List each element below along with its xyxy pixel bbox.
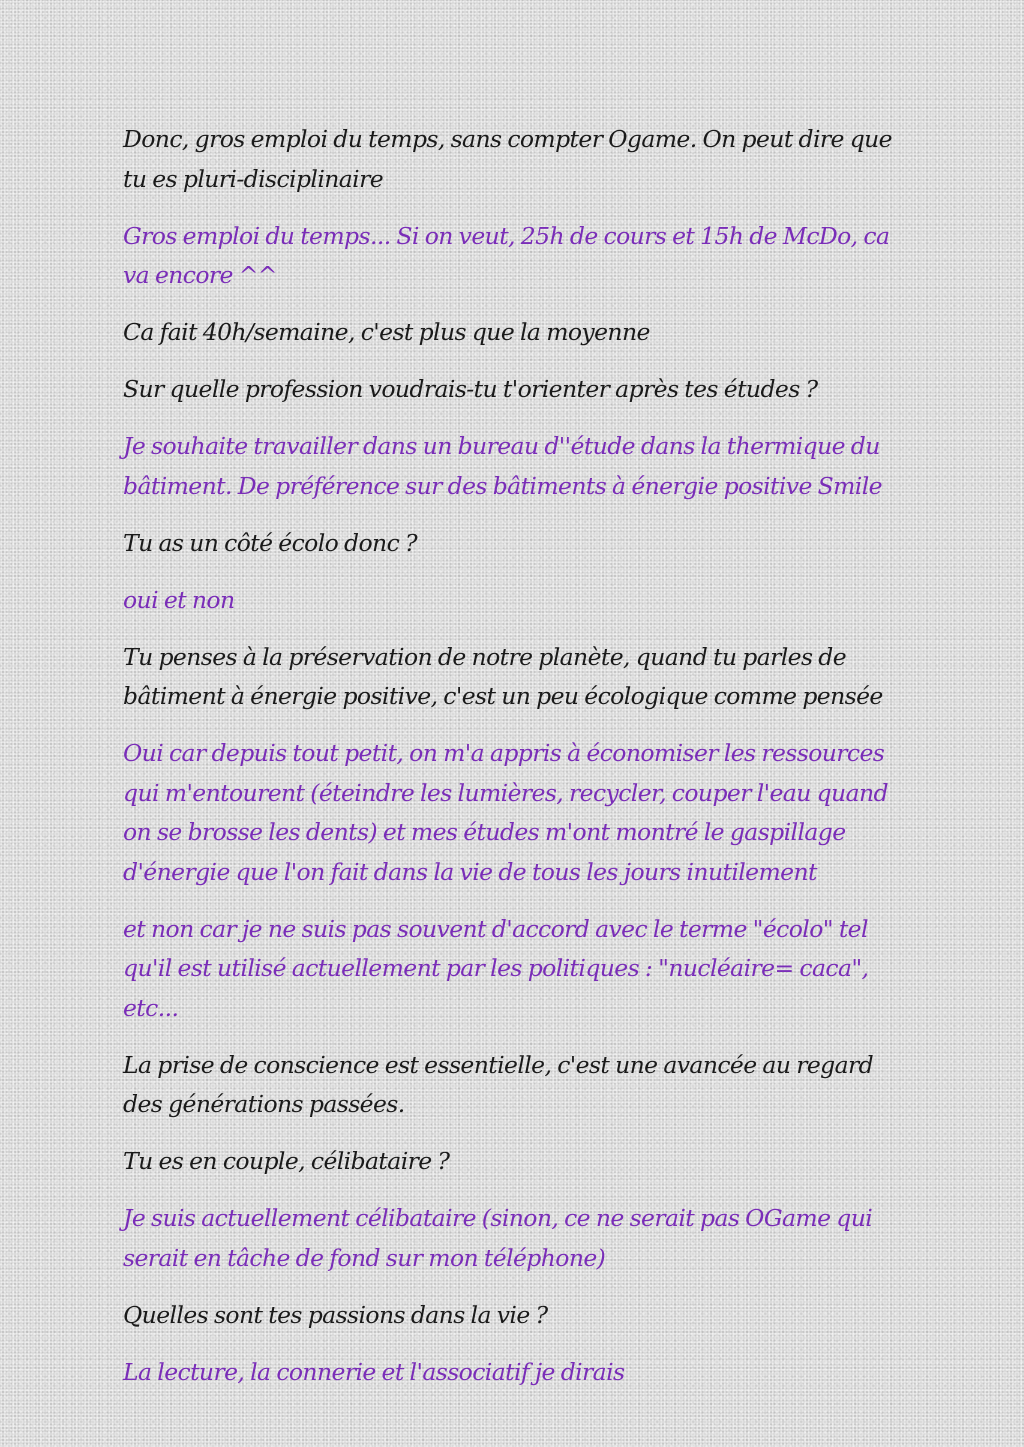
question-paragraph: Tu es en couple, célibataire ? [123,1147,450,1175]
question-paragraph: Ca fait 40h/semaine, c'est plus que la moyenne [123,318,650,346]
question-paragraph: Tu penses à la préservation de notre planète, quand tu parles de bâtiment à énergie positive, c'est un peu écologique comme pensée [123,642,883,710]
answer-paragraph: Je suis actuellement célibataire (sinon, ce ne serait pas OGame qui serait en tâche de fond sur mon téléphone) [123,1204,873,1272]
question-paragraph: Donc, gros emploi du temps, sans compter Ogame. On peut dire que tu es pluri-disciplinaire [123,125,892,193]
answer-paragraph: Je souhaite travailler dans un bureau d''étude dans la thermique du bâtiment. De préférence sur des bâtiments à énergie positive Smile [123,432,882,500]
answer-paragraph: Oui car depuis tout petit, on m'a appris à économiser les ressources qui m'entourent (éteindre les lumières, recycler, couper l'eau quand on se brosse les dents) et mes études m'ont montré le gaspillage d'énergie que l'on fait dans la vie de tous les jours inutilement [123,739,888,886]
question-paragraph: La prise de conscience est essentielle, c'est une avancée au regard des générations passées. [123,1050,874,1118]
question-paragraph: Sur quelle profession voudrais-tu t'orienter après tes études ? [123,375,818,403]
question-paragraph: Tu as un côté écolo donc ? [123,528,417,557]
answer-paragraph: Gros emploi du temps... Si on veut, 25h de cours et 15h de McDo, ca va encore ^^ [123,221,890,289]
answer-paragraph: La lecture, la connerie et l'associatif je dirais [123,1357,625,1386]
answer-paragraph: et non car je ne suis pas souvent d'accord avec le terme "écolo" tel qu'il est utilisé actuellement par les politiques : "nucléaire= caca", etc... [123,914,869,1022]
question-paragraph: Quelles sont tes passions dans la vie ? [123,1300,548,1329]
answer-paragraph: oui et non [123,585,235,614]
interview-text [123,120,913,1410]
